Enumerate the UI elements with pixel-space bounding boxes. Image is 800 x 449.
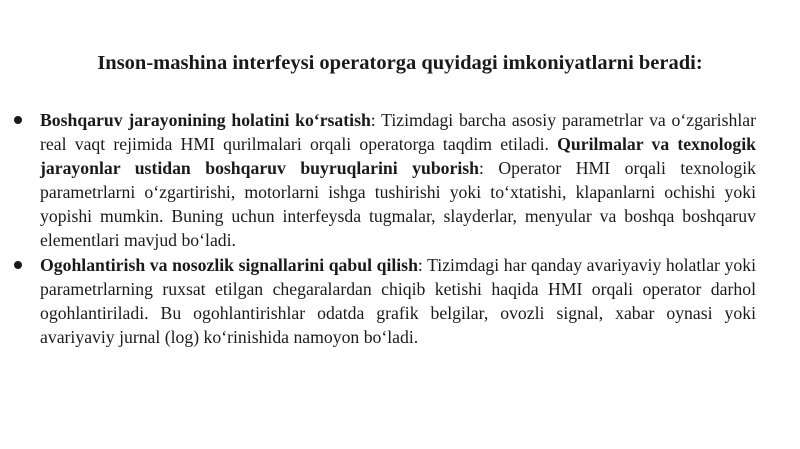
bullet-dot-icon <box>14 261 22 269</box>
bullet-heading: Qurilmalar va texnologik jarayonlar ustidan boshqaruv buyruqlarini yuborish <box>40 134 757 179</box>
bullet-heading: Boshqaruv jarayonining holatini ko‘rsatish <box>40 110 371 130</box>
bullet-text: : Operator HMI orqali texnologik parametrlarni o‘zgartirishi, motorlarni ishga tushirishi yoki to‘xtatishi, klapanlarni ochishi yoki yopishi mumkin. Buning uchun interfeysda tugmalar, slayderlar, menyular va boshqa boshqaruv elementlari mavjud bo‘ladi. <box>40 158 757 251</box>
bullet-text: : Tizimdagi barcha asosiy parametrlar va o‘zgarishlar real vaqt rejimida HMI qurilmalari orqali operatorga taqdim etiladi. <box>40 110 756 155</box>
slide-title: Inson-mashina interfeysi operatorga quyidagi imkoniyatlarni beradi: <box>97 52 703 74</box>
bullet-text: : Tizimdagi har qanday avariyaviy holatlar yoki parametrlarning ruxsat etilgan chegaralardan chiqib ketishi haqida HMI orqali operator darhol ogohlantiriladi. Bu ogohlantirishlar odatda grafik belgilar, ovozli signal, xabar oynasi yoki avariyaviy jurnal (log) ko‘rinishida namoyon bo‘ladi. <box>40 254 756 347</box>
bullet-item-alarms <box>14 253 756 349</box>
bullet-list <box>14 108 756 349</box>
bullet-dot-icon <box>14 116 22 124</box>
bullet-item-display-control <box>14 108 756 253</box>
bullet-heading: Ogohlantirish va nosozlik signallarini qabul qilish <box>40 254 418 275</box>
